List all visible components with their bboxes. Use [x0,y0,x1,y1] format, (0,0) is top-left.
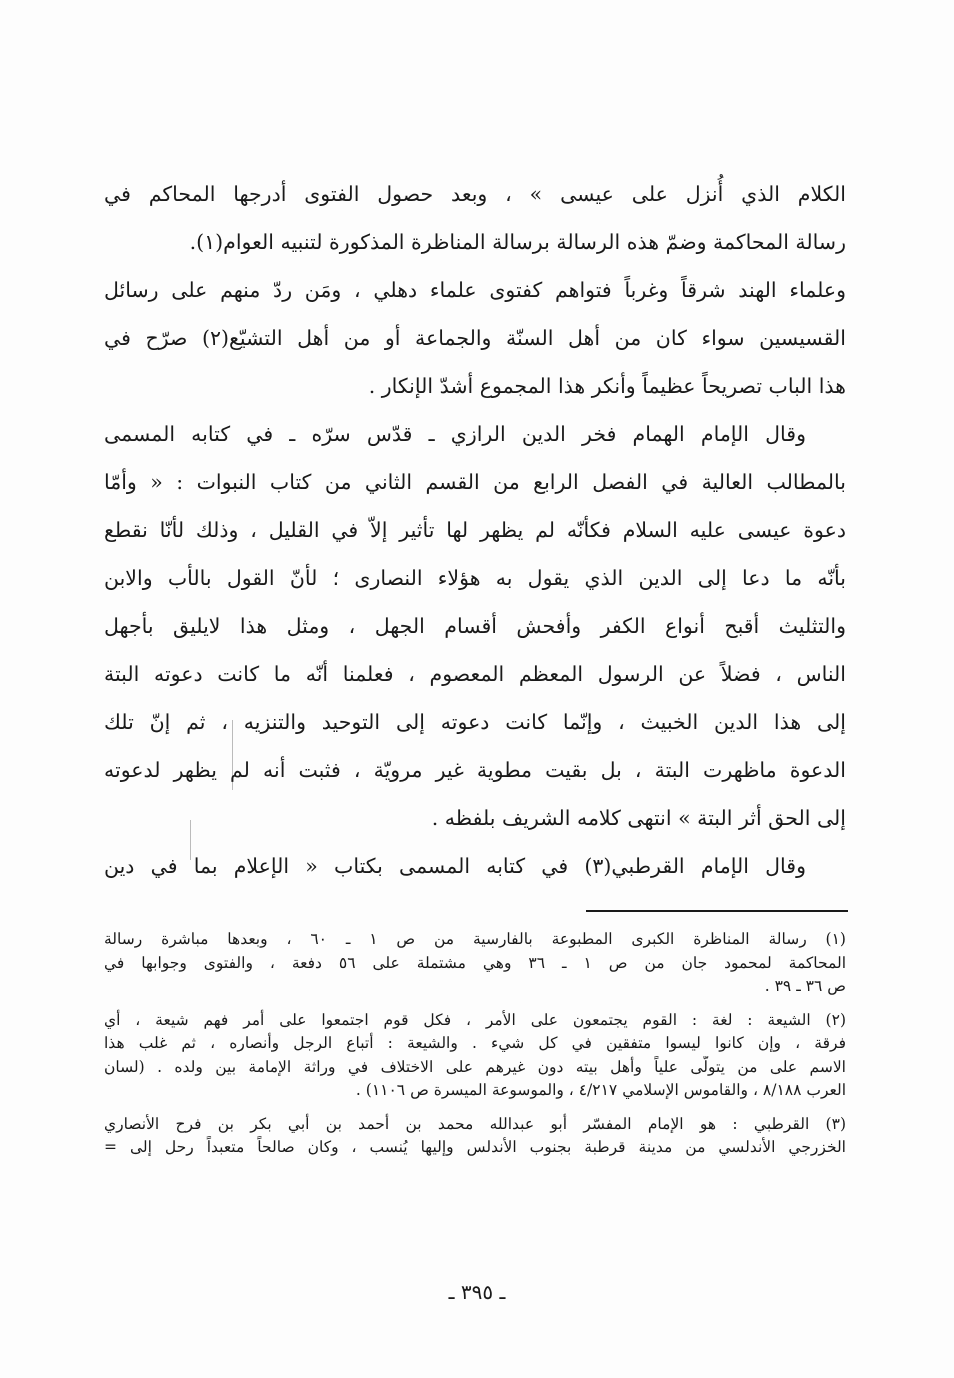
main-text-body [104,170,846,890]
footnotes-section [104,928,846,1170]
text-line: الدعوة ماظهرت البتة ، بل بقيت مطوية غير مرويّة ، فثبت أنه لم يظهر لدعوته [104,758,846,782]
text-line: الكلام الذي أُنزل على عيسى » ، وبعد حصول الفتوى أدرجها المحاكم في [104,182,846,206]
footnote-1 [104,928,846,999]
footnote-2 [104,1009,846,1103]
text-line: بالمطالب العالية في الفصل الرابع من القسم الثاني من كتاب النبوات : « وأمّا [104,470,846,494]
footnote-line: العرب ٨/١٨٨ ، والقاموس الإسلامي ٤/٢١٧ ، والموسوعة الميسرة ص ١١٠٦) . [355,1081,846,1099]
text-line: رسالة المحاكمة وضمّ هذه الرسالة برسالة المناظرة المذكورة لتنبيه العوام(١). [189,230,846,254]
footnote-line: ص ٣٦ ـ ٣٩ . [764,977,846,995]
text-line: إلى هذا الدين الخبيث ، وإنّما كانت دعوته إلى التوحيد والتنزيه ، ثم إنّ تلك [104,710,846,734]
text-line: وعلماء الهند شرقاً وغرباً فتواهم كفتوى علماء دهلي ، ومَن ردّ منهم على رسائل [104,278,846,302]
text-line: هذا الباب تصريحاً عظيماً وأنكر هذا المجموع أشدّ الإنكار . [368,374,846,398]
text-line: بأنّه ما دعا إلى الدين الذي يقول به هؤلاء النصارى ؛ لأنّ القول بالأب والابن [104,566,846,590]
text-line: وقال الإمام القرطبي(٣) في كتابه المسمى بكتاب « الإعلام بما في دين [104,854,806,878]
footnote-3 [104,1113,846,1160]
text-line: وقال الإمام الهمام فخر الدين الرازي ـ قدّس سرّه ـ في كتابه المسمى [104,422,806,446]
footnote-line: المحاكمة لمحمود جان من ص ١ ـ ٣٦ وهي مشتملة على ٥٦ دفعة ، والفتوى وجوابها في [104,953,846,972]
footnote-line: (٣) القرطبي : هو الإمام المفسّر أبو عبدالله محمد بن أحمد بن أبي بكر بن فرح الأنصاري [104,1114,846,1133]
text-line: الناس ، فضلاً عن الرسول المعظم المعصوم ، فعلمنا أنّه ما كانت دعوته البتة [104,662,846,686]
footnote-divider [586,910,848,912]
footnote-line: الاسم على من يتولّى علياً وأهل بيته دون غيرهم على الاختلاف في وراثة الإمامة بين ولده . (لسان [104,1057,846,1076]
text-line: القسيسين سواء كان من أهل السنّة والجماعة أو من أهل التشيّع(٢) صرّح في [104,326,846,350]
footnote-line: (١) رسالة المناظرة الكبرى المطبوعة بالفارسية من ص ١ ـ ٦٠ ، وبعدها مباشرة رسالة [104,930,846,948]
page-number: ـ ٣٩٥ ـ [448,1280,506,1304]
footnote-line: (٢) الشيعة : لغة : القوم يجتمعون على الأمر ، فكل قوم اجتمعوا على أمر فهم شيعة ، أي [104,1010,846,1029]
text-line: إلى الحق أثر البتة » انتهى كلامه الشريف بلفظه . [431,806,846,830]
footnote-line: فرقة ، وإن كانوا ليسوا متفقين في كل شيء . والشيعة : أتباع الرجل وأنصاره ، ثم غلب هذا [104,1034,846,1052]
footnote-line: الخزرجي الأندلسي من مدينة قرطبة بجنوب الأندلس وإليها يُنسب ، وكان صالحاً متعبداً رحل إلى = [104,1138,846,1156]
text-line: دعوة عيسى عليه السلام فكأنّه لم يظهر لها تأثير إلاّ في القليل ، وذلك لأنّا نقطع [104,518,846,542]
text-line: والتثليث أقبح أنواع الكفر وأفحش أقسام الجهل ، ومثل هذا لايليق بأجهل [104,614,846,638]
